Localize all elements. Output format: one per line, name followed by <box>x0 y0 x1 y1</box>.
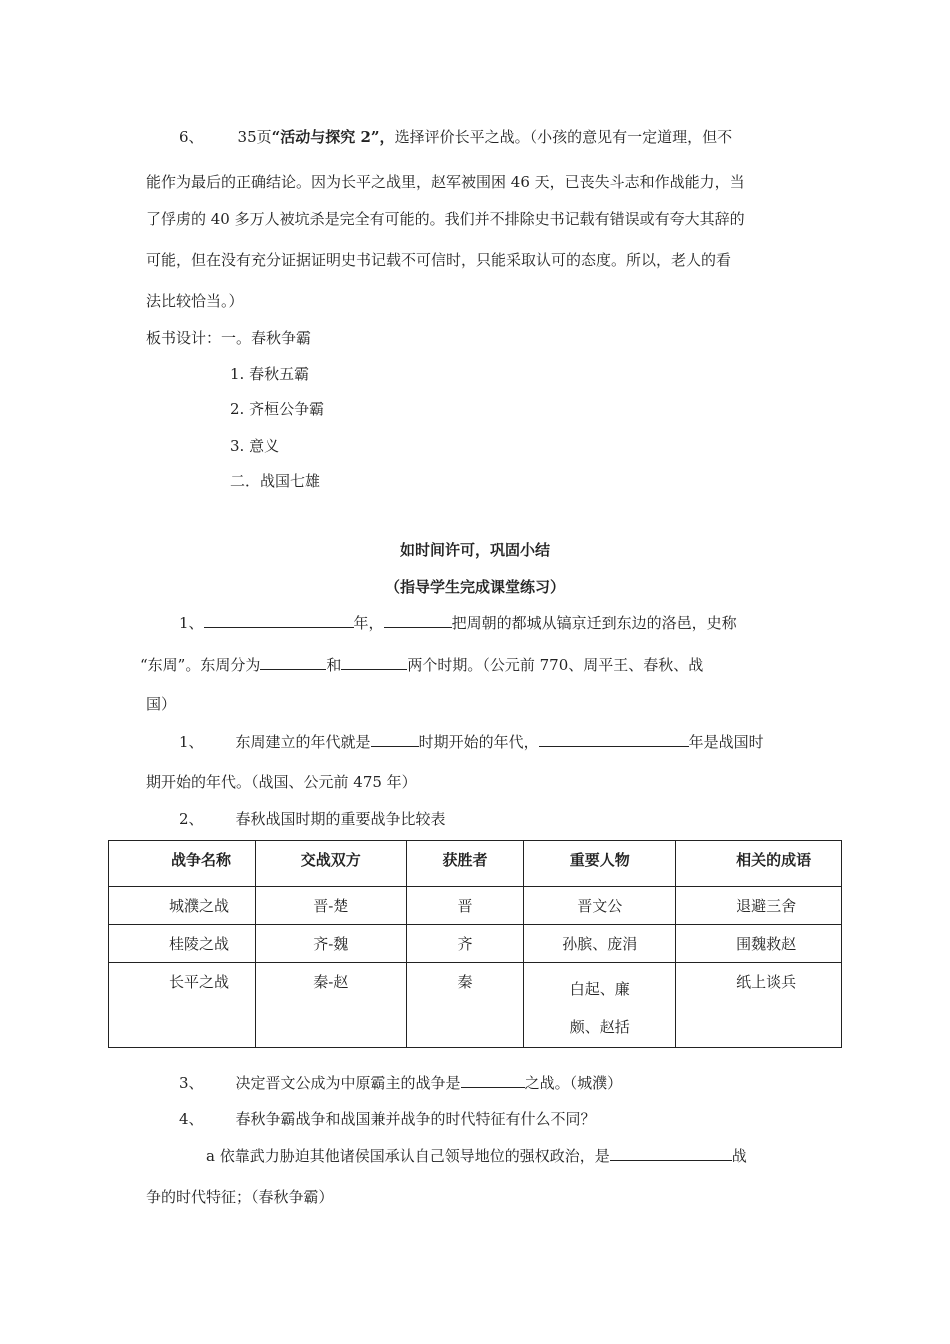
table-row <box>109 963 842 1048</box>
item-number: 4、 <box>179 1110 204 1128</box>
table-cell: 城濮之战 <box>109 887 256 925</box>
fill-blank[interactable] <box>371 732 419 747</box>
column-header: 重要人物 <box>524 841 676 887</box>
paragraph-6-line-4: 可能，但在没有充分证据证明史书记载不可信时，只能采取认可的态度。所以，老人的看 <box>146 251 732 269</box>
table-row <box>109 925 842 963</box>
board-item-2: 2. 齐桓公争霸 <box>230 400 325 418</box>
item-number: 1、 <box>179 733 204 751</box>
question-1b-line-2: 期开始的年代。（战国、公元前 475 年） <box>146 773 417 791</box>
people-line-2: 颇、赵括 <box>569 1018 630 1036</box>
table-row <box>109 887 842 925</box>
table-cell: 孙膑、庞涓 <box>524 925 676 963</box>
question-1-line-1: 1、 年， 把周朝的都城从镐京迁到东边的洛邑，史称 <box>179 614 737 632</box>
item-number: 6、 <box>179 128 204 146</box>
column-header: 相关的成语 <box>676 841 842 887</box>
table-cell: 晋文公 <box>524 887 676 925</box>
paragraph-6-line-2: 能作为最后的正确结论。因为长平之战里，赵军被围困 46 天，已丧失斗志和作战能力，当 <box>146 173 745 191</box>
summary-title: 如时间许可，巩固小结 <box>399 541 550 559</box>
activity-title: “活动与探究 2”， <box>271 128 395 146</box>
people-line-1: 白起、廉 <box>569 980 630 998</box>
board-item-3: 3. 意义 <box>230 437 280 455</box>
table-cell <box>524 963 676 1048</box>
table-cell: 晋 <box>406 887 524 925</box>
question-3: 3、 决定晋文公成为中原霸主的战争是 之战。（城濮） <box>179 1074 623 1092</box>
question-4: 4、 春秋争霸战争和战国兼并战争的时代特征有什么不同？ <box>179 1110 596 1128</box>
column-header: 交战双方 <box>255 841 406 887</box>
table-cell: 齐 <box>406 925 524 963</box>
fill-blank[interactable] <box>260 655 326 670</box>
paragraph-6-line-1: 6、 35页“活动与探究 2”，选择评价长平之战。（小孩的意见有一定道理，但不 <box>179 128 733 146</box>
question-1-line-3: 国） <box>146 695 177 713</box>
fill-blank[interactable] <box>341 655 407 670</box>
fill-blank[interactable] <box>461 1073 525 1088</box>
column-header: 获胜者 <box>406 841 524 887</box>
table-cell: 纸上谈兵 <box>676 963 842 1048</box>
fill-blank[interactable] <box>384 613 452 628</box>
fill-blank[interactable] <box>610 1146 732 1161</box>
paragraph-6-line-5: 法比较恰当。） <box>146 292 244 310</box>
fill-blank[interactable] <box>204 613 354 628</box>
war-comparison-table <box>108 840 842 1048</box>
question-1-line-2: “东周”。东周分为 和 两个时期。（公元前 770、周平王、春秋、战 <box>140 656 704 674</box>
table-cell: 齐-魏 <box>255 925 406 963</box>
question-4-answer-a-line-2: 争的时代特征；（春秋争霸） <box>146 1188 334 1206</box>
column-header: 战争名称 <box>109 841 256 887</box>
item-number: 1、 <box>179 614 204 632</box>
table-cell: 秦 <box>406 963 524 1048</box>
summary-subtitle: （指导学生完成课堂练习） <box>384 578 565 596</box>
board-item-4: 二．战国七雄 <box>230 472 321 490</box>
question-2: 2、 春秋战国时期的重要战争比较表 <box>179 810 446 828</box>
question-4-answer-a-line-1: a 依靠武力胁迫其他诸侯国承认自己领导地位的强权政治，是 战 <box>206 1147 747 1165</box>
table-cell: 长平之战 <box>109 963 256 1048</box>
table-header-row <box>109 841 842 887</box>
table-cell: 秦-赵 <box>255 963 406 1048</box>
item-number: 3、 <box>179 1074 204 1092</box>
item-number: 2、 <box>179 810 204 828</box>
table-cell: 围魏救赵 <box>676 925 842 963</box>
table-cell: 退避三舍 <box>676 887 842 925</box>
board-design-title: 板书设计：一。春秋争霸 <box>146 329 312 347</box>
question-1b-line-1: 1、 东周建立的年代就是 时期开始的年代， 年是战国时 <box>179 733 764 751</box>
fill-blank[interactable] <box>539 732 689 747</box>
board-item-1: 1. 春秋五霸 <box>230 365 310 383</box>
table-cell: 晋-楚 <box>255 887 406 925</box>
table-cell: 桂陵之战 <box>109 925 256 963</box>
paragraph-6-line-3: 了俘虏的 40 多万人被坑杀是完全有可能的。我们并不排除史书记载有错误或有夸大其辞的 <box>146 210 745 228</box>
